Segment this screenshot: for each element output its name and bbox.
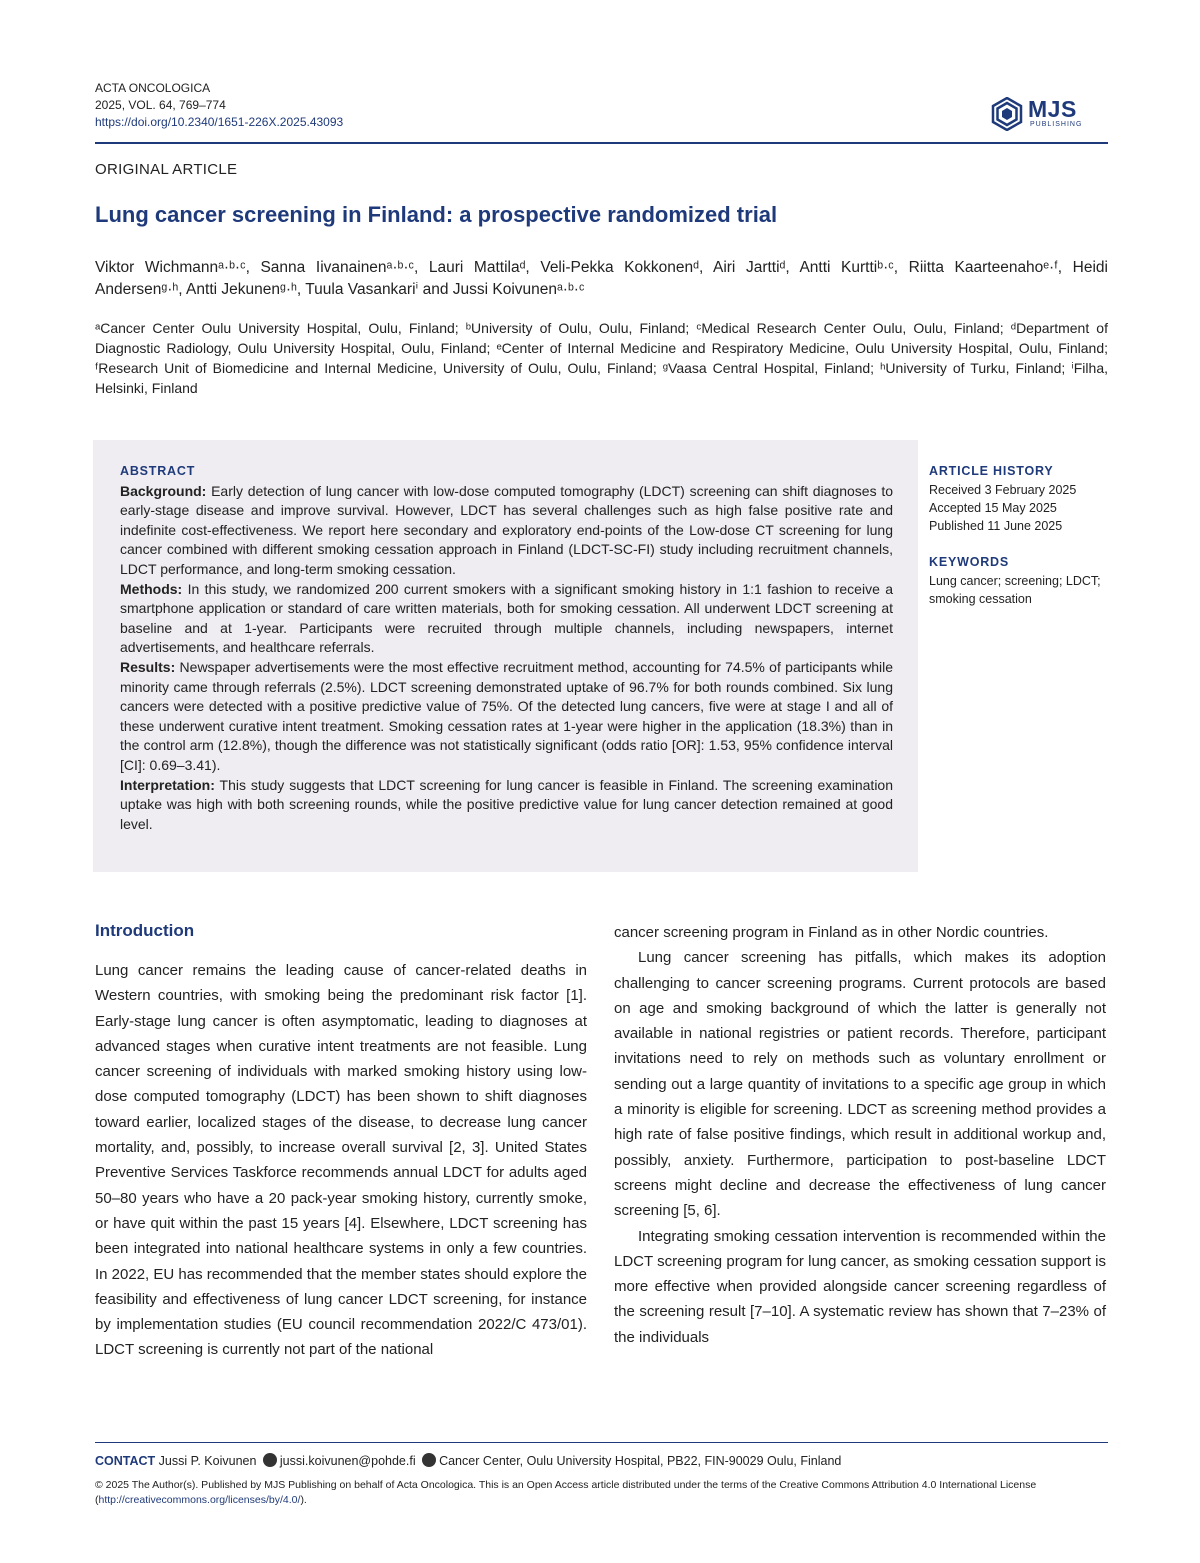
- history-accepted: Accepted 15 May 2025: [929, 501, 1057, 515]
- keywords-text: Lung cancer; screening; LDCT; smoking cessation: [929, 574, 1101, 606]
- article-sidebar: [929, 462, 1109, 608]
- email-icon: [263, 1453, 277, 1467]
- abstract-background: [120, 482, 893, 580]
- logo-subtext: PUBLISHING: [1030, 121, 1083, 128]
- license-notice: [95, 1478, 1108, 1508]
- footer-rule: [95, 1442, 1108, 1443]
- abstract-interpretation: [120, 776, 893, 835]
- intro-paragraph-1-cont: cancer screening program in Finland as in other Nordic countries.: [614, 924, 1049, 941]
- article-type: ORIGINAL ARTICLE: [95, 161, 238, 178]
- interpretation-label: Interpretation:: [120, 776, 215, 793]
- methods-text: In this study, we randomized 200 current smokers with a significant smoking history in 1:1 fashion to receive a smartphone application or standard of care written materials, both for smoking cessation. All underwent LDCT screening at baseline and at 1-year. Participants were recruited through multiple channels, including newspapers, internet advertisements, and healthcare referrals.: [120, 580, 893, 656]
- intro-paragraph-1: Lung cancer remains the leading cause of cancer-related deaths in Western countries, with smoking being the predominant risk factor [1]. Early-stage lung cancer is often asymptomatic, leading to diagnoses at advanced stages when curative intent treatments are not feasible. Lung cancer screening of individuals with marked smoking history using low-dose computed tomography (LDCT) has been shown to shift diagnoses toward earlier, localized stages of the disease, to decrease lung cancer mortality, and, possibly, to increase overall survival [2, 3]. United States Preventive Services Taskforce recommends annual LDCT for adults aged 50–80 years who have a 20 pack-year smoking history, currently smoke, or have quit within the past 15 years [4]. Elsewhere, LDCT screening has been integrated into national healthcare systems in only a few countries. In 2022, EU has recommended that the member states should explore the feasibility and effectiveness of lung cancer LDCT screening, for instance by implementation studies (EU council recommendation 2022/C 473/01). LDCT screening is currently not part of the national: [95, 962, 587, 1359]
- logo-text: MJS: [1028, 96, 1077, 122]
- journal-name: ACTA ONCOLOGICA: [95, 81, 211, 95]
- abstract-methods: [120, 580, 893, 658]
- results-label: Results:: [120, 658, 176, 675]
- license-end: ).: [300, 1494, 307, 1506]
- address-icon: [422, 1453, 436, 1467]
- mjs-logo-icon: [990, 97, 1024, 131]
- contact-email[interactable]: jussi.koivunen@pohde.fi: [279, 1454, 416, 1468]
- abstract-heading: ABSTRACT: [120, 464, 196, 478]
- contact-line: [95, 1452, 841, 1470]
- intro-paragraph-3: Integrating smoking cessation intervention is recommended within the LDCT screening program for lung cancer, as smoking cessation support is more effective when provided alongside cancer screening regardless of the screening result [7–10]. A systematic review has shown that 7–23% of the individuals: [614, 1227, 1106, 1346]
- contact-name: Jussi P. Koivunen: [158, 1454, 257, 1468]
- license-text: © 2025 The Author(s). Published by MJS Publishing on behalf of Acta Oncologica. This is an Open Access article distributed under the terms of the Creative Commons Attribution 4.0 International License (: [95, 1479, 1037, 1506]
- right-column: [614, 920, 1106, 1350]
- journal-citation: 2025, VOL. 64, 769–774: [95, 98, 226, 112]
- methods-label: Methods:: [120, 580, 183, 597]
- background-label: Background:: [120, 482, 207, 499]
- history-heading: ARTICLE HISTORY: [929, 464, 1054, 478]
- intro-heading: Introduction: [95, 921, 195, 940]
- keywords-heading: KEYWORDS: [929, 555, 1010, 569]
- abstract-box: [93, 440, 918, 872]
- contact-label: CONTACT: [95, 1454, 156, 1468]
- background-text: Early detection of lung cancer with low-dose computed tomography (LDCT) screening can shift diagnoses to early-stage disease and improve survival. However, LDCT has several challenges such as high false positive rate and indefinite cost-effectiveness. We report here secondary and exploratory end-points of the Low-dose CT screening for lung cancer combined with different smoking cessation approach in Finland (LDCT-SC-FI) study including recruitment channels, LDCT performance, and long-term smoking cessation.: [120, 482, 893, 577]
- affiliations: ᵃCancer Center Oulu University Hospital, Oulu, Finland; ᵇUniversity of Oulu, Oulu, Finland; ᶜMedical Research Center Oulu, Oulu, Finland; ᵈDepartment of Diagnostic Radiology, Oulu University Hospital, Oulu, Finland; ᵉCenter of Internal Medicine and Respiratory Medicine, Oulu University Hospital, Oulu, Finland; ᶠResearch Unit of Biomedicine and Internal Medicine, University of Oulu, Oulu, Finland; ᵍVaasa Central Hospital, Finland; ʰUniversity of Turku, Finland; ⁱFilha, Helsinki, Finland: [95, 320, 1108, 396]
- intro-paragraph-2: Lung cancer screening has pitfalls, which makes its adoption challenging to cancer screening programs. Current protocols are based on age and smoking background of which the latter is generally not available in national registries or patient records. Therefore, participant invitations need to rely on methods such as voluntary enrollment or sending out a large quantity of invitations to a specific age group in which a minority is eligible for screening. LDCT as screening method provides a high rate of false positive findings, which result in additional workup and, possibly, anxiety. Furthermore, participation to post-baseline LDCT screens might decline and decrease the effectiveness of lung cancer screening [5, 6].: [614, 949, 1106, 1220]
- history-published: Published 11 June 2025: [929, 519, 1063, 533]
- license-link[interactable]: http://creativecommons.org/licenses/by/4.0/: [98, 1494, 301, 1506]
- journal-header: [95, 80, 343, 131]
- header-rule: [95, 142, 1108, 144]
- results-text: Newspaper advertisements were the most effective recruitment method, accounting for 74.5% of participants while minority came through referrals (2.5%). LDCT screening demonstrated uptake of 96.7% for both rounds combined. Six lung cancers were detected with a positive predictive value of 75%. Of the detected lung cancers, five were at stage I and all of these underwent curative intent treatment. Smoking cessation rates at 1-year were higher in the application (18.3%) than in the control arm (12.8%), though the difference was not statistically significant (odds ratio [OR]: 1.53, 95% confidence interval [CI]: 0.69–3.41).: [120, 658, 893, 773]
- interpretation-text: This study suggests that LDCT screening for lung cancer is feasible in Finland. The screening examination uptake was high with both screening rounds, while the positive predictive value for lung cancer detection remained at good level.: [120, 776, 893, 832]
- publisher-logo: [990, 96, 1108, 132]
- history-received: Received 3 February 2025: [929, 483, 1077, 497]
- abstract-content: [120, 462, 893, 834]
- article-title: Lung cancer screening in Finland: a prospective randomized trial: [95, 202, 778, 227]
- author-list: Viktor Wichmannᵃ·ᵇ·ᶜ, Sanna Iivanainenᵃ·ᵇ·ᶜ, Lauri Mattilaᵈ, Veli-Pekka Kokkonenᵈ, Airi Jarttiᵈ, Antti Kurttiᵇ·ᶜ, Riitta Kaarteenahoᵉ·ᶠ, Heidi Andersenᵍ·ʰ, Antti Jekunenᵍ·ʰ, Tuula Vasankariⁱ and Jussi Koivunenᵃ·ᵇ·ᶜ: [95, 259, 1108, 298]
- abstract-results: [120, 658, 893, 776]
- doi-link[interactable]: https://doi.org/10.2340/1651-226X.2025.43093: [95, 115, 344, 129]
- left-column: [95, 920, 587, 1363]
- contact-address: Cancer Center, Oulu University Hospital, PB22, FIN-90029 Oulu, Finland: [439, 1454, 842, 1468]
